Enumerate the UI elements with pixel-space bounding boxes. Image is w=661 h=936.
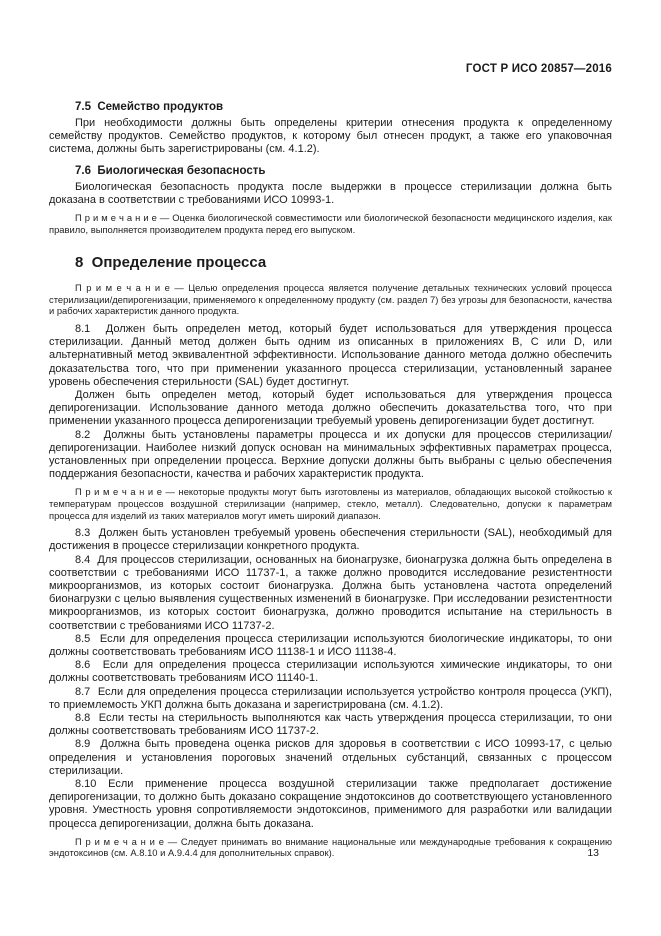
- paragraph-8-1-a: 8.1 Должен быть определен метод, который будет использоваться для утверждения процесса стерилизации. Данный метод должен быть одним из описанных в приложениях B, C или D, или альтернативный метод эквивалентной эффективности. Использование данного метода должно обеспечить доказательства того, что при применении указанного процесса стерилизации, установленный заранее уровень обеспечения стерильности (SAL) будет достигнут.: [49, 322, 612, 388]
- paragraph-8-9: 8.9 Должна быть проведена оценка рисков для здоровья в соответствии с ИСО 10993-17, с целью определения и установления пороговых значений отдельных субстанций, связанных с процессом стерилизации.: [49, 738, 612, 777]
- note-7-6: П р и м е ч а н и е — Оценка биологической совместимости или биологической безопасности медицинского изделия, как правило, выполняется производителем продукта перед его выпуском.: [49, 212, 612, 235]
- paragraph-8-1-b: Должен быть определен метод, который будет использоваться для утверждения процесса депирогенизации. Использование данного метода должно обеспечить доказательства того, что при применении указанного процесса депирогенизации требуемый уровень депирогенизации будет достигнут.: [49, 389, 612, 428]
- note-8: П р и м е ч а н и е — Целью определения процесса является получение детальных технических условий процесса стерилизации/депирогенизации, применяемого к определенному продукту (см. раздел 7) без угрозы для безопасности, качества и рабочих характеристик данного продукта.: [49, 282, 612, 317]
- paragraph-8-6: 8.6 Если для определения процесса стерилизации используются химические индикаторы, то они должны соответствовать требованиям ИСО 11140-1.: [49, 659, 612, 685]
- chapter-heading-8: 8 Определение процесса: [75, 254, 267, 272]
- paragraph-8-5: 8.5 Если для определения процесса стерилизации используются биологические индикаторы, то они должны соответствовать требованиям ИСО 11138-1 и ИСО 11138-4.: [49, 632, 612, 659]
- paragraph-8-2: 8.2 Должны быть установлены параметры процесса и их допуски для процессов стерилизации/депирогенизации. Наиболее низкий допуск основан на минимальных эффективных параметрах процесса, установленных при определении процесса. Верхние допуски должны быть выбраны с целью обеспечения поддержания безопасности, качества и рабочих характеристик продукта.: [49, 428, 612, 481]
- note-8-2: П р и м е ч а н и е — некоторые продукты могут быть изготовлены из материалов, обладающих высокой стойкостью к температурам процессов воздушной стерилизации (например, стекло, металл). Следовательно, допуски к параметрам процесса для изделий из таких материалов могут иметь широкий диапазон.: [49, 486, 612, 521]
- running-header-standard-code: ГОСТ Р ИСО 20857—2016: [465, 63, 612, 75]
- paragraph-7-6: Биологическая безопасность продукта после выдержки в процессе стерилизации должна быть доказана в соответствии с требованиями ИСО 10993-1.: [49, 180, 612, 206]
- section-heading-7-5: 7.5 Семейство продуктов: [75, 101, 224, 113]
- paragraph-8-10: 8.10 Если применение процесса воздушной стерилизации также предполагает достижение депирогенизации, то должно быть доказано сокращение эндотоксинов до соответствующего установленного уровня. Уместность уровня сопротивляемости эндотоксинов, применимого для разработки или валидации процесса депирогенизации, должна быть доказана.: [49, 778, 612, 830]
- document-content: [49, 93, 612, 865]
- section-heading-7-6: 7.6 Биологическая безопасность: [75, 164, 266, 177]
- note-8-10: П р и м е ч а н и е — Следует принимать во внимание национальные или международные требования к сокращению эндотоксинов (см. А.8.10 и А.9.4.4 для дополнительных справок).: [49, 835, 612, 859]
- paragraph-8-8: 8.8 Если тесты на стерильность выполняются как часть утверждения процесса стерилизации, то они должны соответствовать требованиям ИСО 11737-2.: [49, 712, 612, 738]
- paragraph-7-5: При необходимости должны быть определены критерии отнесения продукта к определенному семейству продуктов. Семейство продуктов, к которому был отнесен продукт, а также его упаковочная система, должны быть зарегистрированы (см. 4.1.2).: [49, 117, 612, 156]
- paragraph-8-7: 8.7 Если для определения процесса стерилизации используется устройство контроля процесса (УКП), то приемлемость УКП должна быть доказана и зарегистрирована (см. 4.1.2).: [49, 685, 612, 711]
- paragraph-8-4: 8.4 Для процессов стерилизации, основанных на бионагрузке, бионагрузка должна быть определена в соответствии с требованиями ИСО 11737-1, а также должно проводится исследование резистентности микроорганизмов, из которых состоит бионагрузка. Должна быть установлена частота определений бионагрузки с целью выявления существенных изменений в бионагрузке. При исследовании резистентности микроорганизмов, из которых состоит бионагрузка, должно проводится испытание на стерильность в соответствии с требованиями ИСО 11737-2.: [49, 553, 612, 632]
- paragraph-8-3: 8.3 Должен быть установлен требуемый уровень обеспечения стерильности (SAL), необходимый для достижения в процессе стерилизации конкретного продукта.: [49, 527, 612, 553]
- page-number: 13: [587, 847, 599, 859]
